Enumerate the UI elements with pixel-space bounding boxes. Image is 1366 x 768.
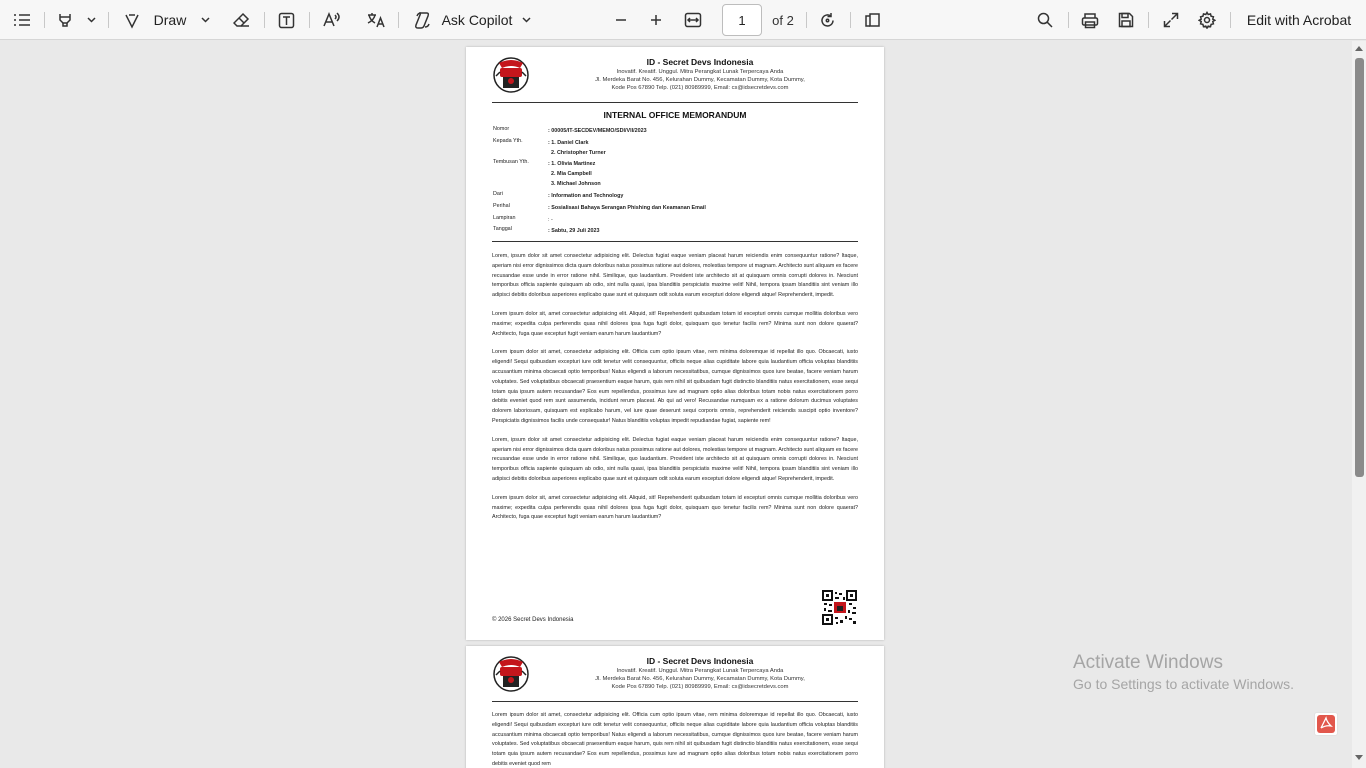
scroll-down-icon[interactable] [1355, 755, 1363, 760]
chevron-down-icon[interactable] [519, 0, 533, 40]
org-tagline: Inovatif. Kreatif. Unggul. Mitra Perangkat Lunak Terpercaya Anda [616, 69, 784, 75]
activate-windows-watermark [1073, 652, 1294, 694]
print-icon[interactable] [1079, 0, 1101, 40]
separator [309, 12, 310, 28]
separator [806, 12, 807, 28]
qr-code [822, 590, 857, 625]
separator [264, 12, 265, 28]
memo-meta [493, 126, 857, 238]
ask-copilot-button[interactable]: Ask Copilot [441, 12, 513, 28]
chevron-down-icon[interactable] [198, 0, 212, 40]
copilot-icon[interactable] [411, 0, 435, 40]
separator [1068, 12, 1069, 28]
contents-icon[interactable] [10, 0, 34, 40]
watermark-subtitle: Go to Settings to activate Windows. [1073, 676, 1294, 692]
org-name: ID - Secret Devs Indonesia [646, 656, 754, 666]
pdf-page-2 [466, 646, 884, 768]
body-paragraph: Lorem ipsum dolor sit, amet consectetur adipisicing elit. Aliquid, sit! Reprehenderit quibusdam totam id excepturi omnis cumque mollitia doloribus vero maxime; expedita culpa perferendis quas nihil dolores ipsa fuga fugit dolor, quisquam quo tenetur facilis rem? Minima sunt non dolore quaerat? Architecto, fuga quae excepturi fugit veniam earum harum laudantium? [492, 310, 858, 337]
draw-icon[interactable] [120, 0, 144, 40]
letterhead [492, 656, 858, 712]
meta-value: : Information and Technology [548, 193, 624, 199]
highlight-icon[interactable] [54, 0, 76, 40]
letterhead-text [542, 57, 858, 92]
meta-key: Dari [493, 191, 503, 197]
meta-row-kepada [493, 138, 857, 159]
separator [850, 12, 851, 28]
separator [44, 12, 45, 28]
body-paragraph: Lorem ipsum dolor sit, amet consectetur adipisicing elit. Aliquid, sit! Reprehenderit quibusdam totam id excepturi omnis cumque mollitia doloribus vero maxime; expedita culpa perferendis quas nihil dolores ipsa fuga fugit dolor, quisquam quo tenetur facilis rem? Minima sunt non dolore quaerat? Architecto, fuga quae excepturi fugit veniam earum harum laudantium? [492, 494, 858, 521]
text-box-icon[interactable] [275, 0, 297, 40]
org-address: Jl. Merdeka Barat No. 456, Kelurahan Dummy, Kecamatan Dummy, Kota Dummy, [595, 77, 805, 83]
page-total: of 2 [772, 12, 794, 28]
org-name: ID - Secret Devs Indonesia [646, 57, 754, 67]
meta-value: : - [548, 217, 553, 223]
body-paragraph: Lorem, ipsum dolor sit amet consectetur adipisicing elit. Delectus fugiat eaque veniam placeat harum reiciendis enim consequuntur ratione? Itaque, aperiam nisi error dignissimos dicta quam doloribus natus possimus ratione aut dolores, molestias tempore ut magnam. Architecto sunt aliquam ex facere recusandae esse unde in error ratione nihil. Similique, quo laudantium. Provident iste architecto sit at quisquam omnis corrupti dolores in. Nesciunt temporibus officia sapiente quisquam ab odio, sint nulla quasi, ipsa blanditiis perspiciatis maxime velit! Nihil, tempora ipsam blanditiis sint veniam illo adipisci debitis doloribus asperiores explicabo quae sunt et quisquam odit soluta earum excepturi dolore eligendi atque! Reprehenderit, impedit. [492, 436, 858, 482]
meta-row-perihal [493, 203, 857, 215]
zoom-out-icon[interactable] [610, 0, 632, 40]
scrollbar-thumb[interactable] [1355, 58, 1364, 477]
read-aloud-icon[interactable] [320, 0, 342, 40]
footer-copyright: © 2026 Secret Devs Indonesia [492, 617, 574, 623]
meta-row-lampiran [493, 215, 857, 226]
letterhead [492, 57, 858, 113]
org-contact: Kode Pos 67890 Telp. (021) 80989999, Email: cs@idsecretdevs.com [611, 684, 789, 690]
separator [108, 12, 109, 28]
letterhead-text [542, 656, 858, 691]
eraser-icon[interactable] [230, 0, 252, 40]
org-contact: Kode Pos 67890 Telp. (021) 80989999, Email: cs@idsecretdevs.com [611, 85, 789, 91]
acrobat-icon[interactable] [1314, 712, 1338, 736]
meta-value: : 1. Olivia Martinez 2. Mia Campbell 3. Michael Johnson [548, 161, 601, 187]
divider [492, 241, 858, 242]
edit-with-acrobat-button[interactable]: Edit with Acrobat [1246, 12, 1352, 28]
page-view-icon[interactable] [861, 0, 883, 40]
company-logo [492, 57, 530, 93]
document-viewer[interactable] [0, 41, 1352, 768]
pdf-toolbar [0, 0, 1366, 40]
meta-value: : Sabtu, 29 Juli 2023 [548, 228, 600, 234]
separator [398, 12, 399, 28]
body-paragraph: Lorem ipsum dolor sit amet, consectetur adipisicing elit. Officia cum optio ipsum vitae, rem minima doloremque id repellat illo quo. Obcaecati, iusto eligendi! Sequi quibusdam excepturi iure odit tenetur velit consequuntur, officiis neque alias cupiditate labore quia laudantium officia voluptas blanditiis accusantium minima obcaecati optio temporibus! Natus eligendi a laborum necessitatibus, cumque dignissimos quos iure beatae, facere veniam harum voluptates. Sed voluptatibus obcaecati praesentium eaque harum, quis rem nihil sit quibusdam fugit distinctio blanditiis natus exercitationem, esse sequi totam quia ipsum autem recusandae? Eos eum repellendus, possimus iure ad magnam optio alias doloribus totam nobis natus exercitationem porro debitis eveniet quod rem [492, 712, 858, 767]
meta-value: : 00005/IT-SECDEV/MEMO/SDI/VII/2023 [548, 128, 647, 134]
separator [1148, 12, 1149, 28]
draw-button[interactable]: Draw [153, 12, 187, 28]
body-paragraph: Lorem ipsum dolor sit amet, consectetur adipisicing elit. Officia cum optio ipsum vitae, rem minima doloremque id repellat illo quo. Obcaecati, iusto eligendi! Sequi quibusdam excepturi iure odit tenetur velit consequuntur, officiis neque alias cupiditate labore quia laudantium officia voluptas blanditiis accusantium minima obcaecati optio temporibus! Natus eligendi a laborum necessitatibus, cumque dignissimos quos iure beatae, facere veniam harum voluptates. Sed voluptatibus obcaecati praesentium eaque harum, quis rem nihil sit quibusdam fugit distinctio blanditiis natus exercitationem, esse sequi totam quia ipsum autem recusandae? Eos eum repellendus, possimus iure ad magnam optio alias doloribus totam nobis natus exercitationem porro debitis eveniet quod rem sunt assumenda, incidunt rerum placeat. Ab qui ad vero! Recusandae numquam ex a ratione dolorum ducimus voluptates dolorem laboriosam, quisquam est explicabo harum, vel iure quae deserunt sequi corporis omnis, reprehenderit reiciendis suscipit optio inventore? Perspiciatis dignissimos facilis unde consequatur! Natus blanditiis voluptas impedit repudiandae fugiat, sapiente rem! [492, 349, 858, 424]
pdf-page-1 [466, 47, 884, 640]
save-icon[interactable] [1115, 0, 1137, 40]
memo-title: INTERNAL OFFICE MEMORANDUM [603, 110, 747, 120]
memo-body [492, 711, 858, 768]
meta-key: Kepada Yth. [493, 138, 523, 144]
settings-icon[interactable] [1196, 0, 1218, 40]
org-address: Jl. Merdeka Barat No. 456, Kelurahan Dummy, Kecamatan Dummy, Kota Dummy, [595, 676, 805, 682]
zoom-in-icon[interactable] [645, 0, 667, 40]
fullscreen-icon[interactable] [1160, 0, 1182, 40]
memo-body [492, 252, 858, 532]
meta-row-dari [493, 191, 857, 203]
meta-key: Perihal [493, 203, 510, 209]
separator [1230, 12, 1231, 28]
meta-key: Lampiran [493, 215, 516, 221]
rotate-icon[interactable] [816, 0, 838, 40]
watermark-title: Activate Windows [1073, 652, 1223, 673]
page-number-input[interactable] [722, 4, 762, 36]
meta-key: Tanggal [493, 226, 512, 232]
divider [492, 102, 858, 103]
meta-row-nomor [493, 126, 857, 138]
meta-value: : 1. Daniel Clark 2. Christopher Turner [548, 140, 606, 156]
chevron-down-icon[interactable] [84, 0, 98, 40]
scroll-up-icon[interactable] [1355, 46, 1363, 51]
translate-icon[interactable] [364, 0, 388, 40]
meta-row-tembusan [493, 159, 857, 191]
divider [492, 701, 858, 702]
meta-key: Tembusan Yth. [493, 159, 529, 165]
search-icon[interactable] [1034, 0, 1056, 40]
body-paragraph: Lorem, ipsum dolor sit amet consectetur adipisicing elit. Delectus fugiat eaque veniam placeat harum reiciendis enim consequuntur ratione? Itaque, aperiam nisi error dignissimos dicta quam doloribus natus possimus ratione aut dolores, molestias tempore ut magnam. Architecto sunt aliquam ex facere recusandae esse unde in error ratione nihil. Similique, quo laudantium. Provident iste architecto sit at quisquam omnis corrupti dolores in. Nesciunt temporibus officia sapiente quisquam ab odio, sint nulla quasi, ipsa blanditiis perspiciatis maxime velit! Nihil, tempora ipsam blanditiis sint veniam illo adipisci debitis doloribus asperiores explicabo quae sunt et quisquam odit soluta earum excepturi dolore eligendi atque! Reprehenderit, impedit. [492, 253, 858, 299]
meta-row-tanggal [493, 226, 857, 238]
vertical-scrollbar[interactable] [1352, 41, 1366, 768]
company-logo [492, 656, 530, 692]
org-tagline: Inovatif. Kreatif. Unggul. Mitra Perangkat Lunak Terpercaya Anda [616, 668, 784, 674]
meta-key: Nomor [493, 126, 510, 132]
meta-value: : Sosialisasi Bahaya Serangan Phishing dan Keamanan Email [548, 205, 706, 211]
fit-page-icon[interactable] [682, 0, 704, 40]
